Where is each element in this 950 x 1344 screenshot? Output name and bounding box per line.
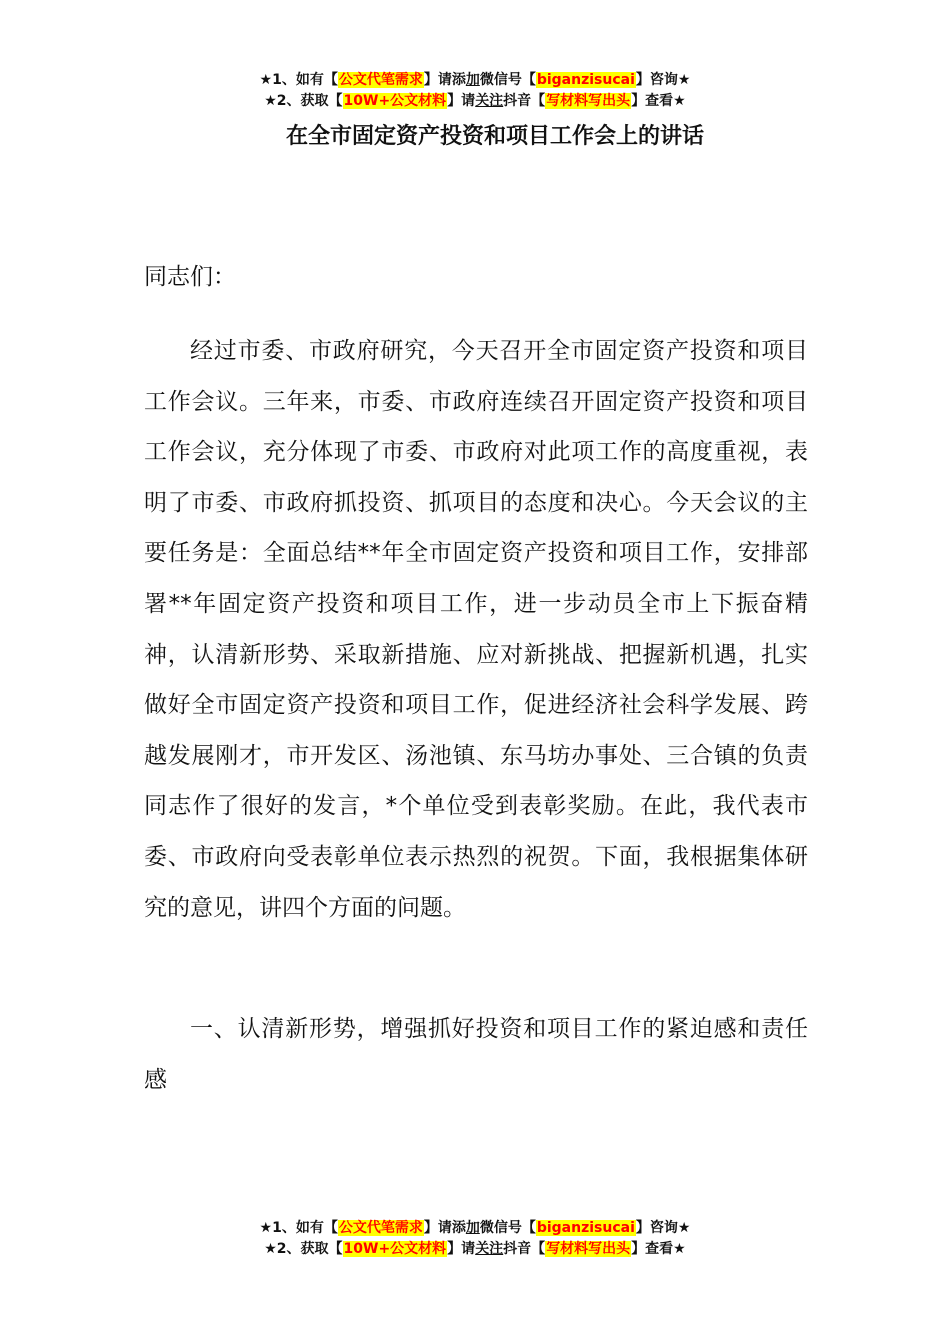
promo-header [0, 70, 950, 112]
promo-underlined: 加 [465, 1220, 480, 1236]
promo-underlined: 加 [465, 72, 480, 88]
promo-text: 】咨询★ [635, 72, 691, 88]
promo-line-2 [0, 91, 950, 112]
promo-highlight: 写材料写出头 [546, 1241, 631, 1257]
promo-highlight: 10W+公文材料 [343, 1241, 447, 1257]
promo-text: 】请 [447, 93, 476, 109]
promo-text: 】请添 [423, 1220, 466, 1236]
promo-underlined: 关注 [475, 1241, 504, 1257]
promo-highlight: 公文代笔需求 [338, 1220, 423, 1236]
body-paragraph: 经过市委、市政府研究，今天召开全市固定资产投资和项目工作会议。三年来，市委、市政府连续召开固定资产投资和项目工作会议，充分体现了市委、市政府对此项工作的高度重视，表明了市委、市政府抓投资、抓项目的态度和决心。今天会议的主要任务是：全面总结**年全市固定资产投资和项目工作，安排部署**年固定资产投资和项目工作，进一步动员全市上下振奋精神，认清新形势、采取新措施、应对新挑战、把握新机遇，扎实做好全市固定资产投资和项目工作，促进经济社会科学发展、跨越发展刚才，市开发区、汤池镇、东马坊办事处、三合镇的负责同志作了很好的发言，*个单位受到表彰奖励。在此，我代表市委、市政府向受表彰单位表示热烈的祝贺。下面，我根据集体研究的意见，讲四个方面的问题。 [144, 338, 808, 921]
promo-text: 】查看★ [631, 93, 686, 109]
promo-line-2 [0, 1239, 950, 1260]
document-title: 在全市固定资产投资和项目工作会上的讲话 [285, 124, 704, 149]
promo-text: ★1、如有【 [259, 1220, 338, 1236]
promo-text: 】查看★ [631, 1241, 686, 1257]
promo-text: 微信号【 [479, 72, 536, 88]
section-heading: 一、认清新形势，增强抓好投资和项目工作的紧迫感和责任感 [144, 1016, 808, 1093]
promo-text: 抖音【 [503, 93, 546, 109]
promo-underlined: 关注 [475, 93, 504, 109]
promo-text: 】请添 [423, 72, 466, 88]
promo-highlight: biganzisucai [536, 72, 635, 88]
promo-text: 微信号【 [479, 1220, 536, 1236]
promo-highlight: 10W+公文材料 [343, 93, 447, 109]
promo-highlight: 公文代笔需求 [338, 72, 423, 88]
promo-text: ★1、如有【 [259, 72, 338, 88]
promo-line-1 [0, 70, 950, 91]
promo-text: 抖音【 [503, 1241, 546, 1257]
promo-text: ★2、获取【 [264, 93, 343, 109]
promo-line-1 [0, 1218, 950, 1239]
promo-footer [0, 1218, 950, 1260]
promo-text: ★2、获取【 [264, 1241, 343, 1257]
promo-highlight: biganzisucai [536, 1220, 635, 1236]
promo-text: 】请 [447, 1241, 476, 1257]
promo-text: 】咨询★ [635, 1220, 691, 1236]
promo-highlight: 写材料写出头 [546, 93, 631, 109]
salutation: 同志们： [144, 264, 236, 290]
